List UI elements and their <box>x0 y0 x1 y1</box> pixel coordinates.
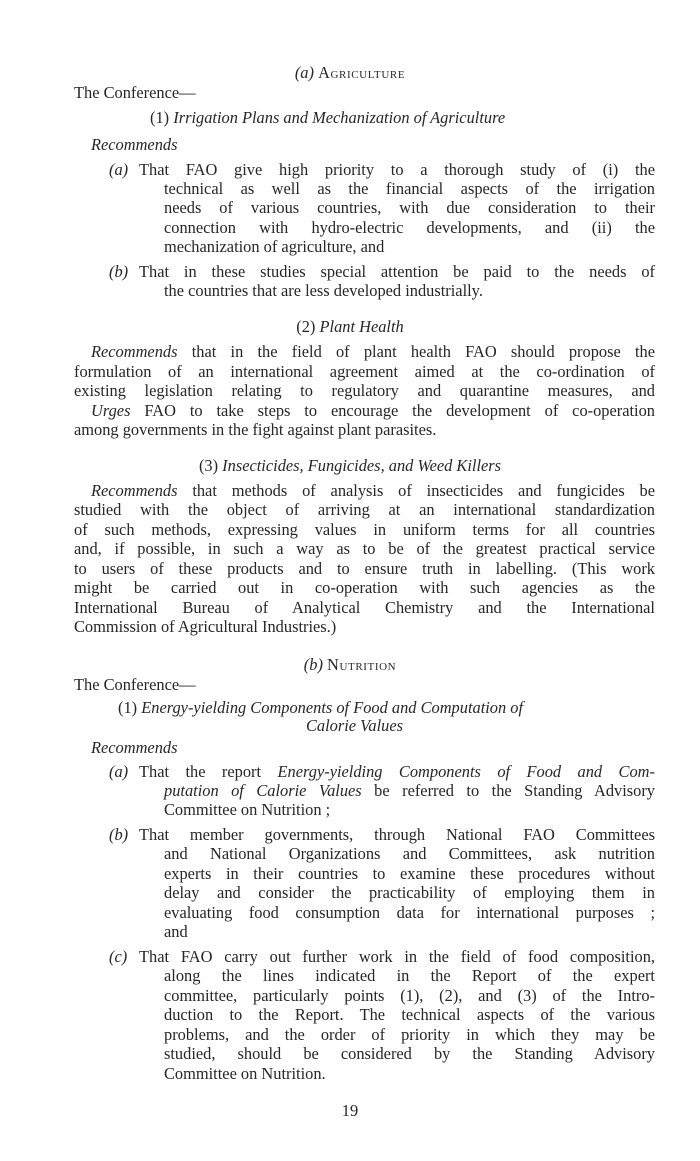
subheading-title: Insecticides, Fungicides, and Weed Killers <box>222 456 502 475</box>
subheading-number: (1) <box>150 108 170 127</box>
paragraph-line: formulation of an international agreement aimed at the co-ordination of <box>74 362 655 381</box>
item-text-line: That FAO give high priority to a thorough study of (i) the <box>139 160 655 179</box>
item-text-line: mechanization of agriculture, and <box>164 237 385 256</box>
report-title: putation of Calorie Values <box>164 781 362 800</box>
section-letter: (a) <box>294 63 314 82</box>
item-text-line: and <box>164 922 188 941</box>
subheading-insecticides <box>0 456 700 475</box>
item-text-line: putation of Calorie Values be referred to the Standing Advisory <box>164 781 656 800</box>
paragraph-line: to users of these products and to ensure truth in labelling. (This work <box>74 559 655 578</box>
subheading-number: (2) <box>296 317 316 336</box>
conference-label: The Conference— <box>74 83 196 102</box>
item-label: (b) <box>109 825 129 844</box>
subheading-irrigation <box>150 108 505 127</box>
paragraph-line: and, if possible, in such a way as to be of the greatest practical service <box>74 539 655 558</box>
conference-label: The Conference— <box>74 675 196 694</box>
item-text-line: committee, particularly points (1), (2), and (3) of the Intro- <box>164 986 655 1005</box>
item-text-line: That in these studies special attention be paid to the needs of <box>139 262 655 281</box>
item-text-line: Committee on Nutrition. <box>164 1064 326 1083</box>
item-text-line: duction to the Report. The technical aspects of the various <box>164 1005 655 1024</box>
section-letter: (b) <box>303 655 323 674</box>
item-label: (a) <box>109 160 129 179</box>
paragraph-line: studied with the object of arriving at an international standardization <box>74 500 655 519</box>
item-label: (c) <box>109 947 128 966</box>
paragraph-lead: Recommends <box>91 481 178 500</box>
item-text-line: needs of various countries, with due consideration to their <box>164 198 655 217</box>
item-text-line: That the report Energy-yielding Components of Food and Com- <box>139 762 655 781</box>
subheading-number: (1) <box>118 698 138 717</box>
paragraph-line: Recommends that methods of analysis of insecticides and fungicides be <box>91 481 655 500</box>
paragraph-lead: Recommends <box>91 342 178 361</box>
paragraph-lead: Urges <box>91 401 131 420</box>
report-title: Energy-yielding Components of Food and Com- <box>277 762 655 781</box>
paragraph-line: Urges FAO to take steps to encourage the development of co-operation <box>91 401 655 420</box>
item-text-line: That FAO carry out further work in the field of food composition, <box>139 947 655 966</box>
recommends-label: Recommends <box>91 135 178 154</box>
item-text-line: delay and consider the practicability of employing them in <box>164 883 655 902</box>
item-text-line: Committee on Nutrition ; <box>164 800 331 819</box>
subheading-number: (3) <box>198 456 219 475</box>
subheading-energy <box>118 698 523 717</box>
item-text-line: That member governments, through National FAO Committees <box>139 825 655 844</box>
paragraph-line: might be carried out in co-operation with such agencies as the <box>74 578 655 597</box>
paragraph-line: International Bureau of Analytical Chemistry and the International <box>74 598 655 617</box>
section-title: Nutrition <box>327 655 397 674</box>
item-text-line: and National Organizations and Committees, ask nutrition <box>164 844 655 863</box>
paragraph-line: existing legislation relating to regulatory and quarantine measures, and <box>74 381 655 400</box>
subheading-title-line2: Calorie Values <box>306 716 403 735</box>
item-label: (a) <box>109 762 129 781</box>
paragraph-line: Commission of Agricultural Industries.) <box>74 617 337 636</box>
item-text-line: technical as well as the financial aspects of the irrigation <box>164 179 655 198</box>
subheading-title: Plant Health <box>319 317 404 336</box>
paragraph-line: of such methods, expressing values in uniform terms for all countries <box>74 520 655 539</box>
item-text-line: experts in their countries to examine these procedures without <box>164 864 655 883</box>
item-text-line: evaluating food consumption data for international purposes ; <box>164 903 655 922</box>
subheading-plant-health <box>0 317 700 336</box>
item-text-line: problems, and the order of priority in which they may be <box>164 1025 655 1044</box>
section-heading-agriculture <box>0 63 700 82</box>
recommends-label: Recommends <box>91 738 178 757</box>
item-text-line: the countries that are less developed industrially. <box>164 281 483 300</box>
section-title: Agriculture <box>318 63 406 82</box>
section-heading-nutrition <box>0 655 700 674</box>
item-text-line: studied, should be considered by the Standing Advisory <box>164 1044 655 1063</box>
paragraph-line: among governments in the fight against plant parasites. <box>74 420 437 439</box>
subheading-title: Irrigation Plans and Mechanization of Agriculture <box>173 108 506 127</box>
subheading-title: Energy-yielding Components of Food and Computation of <box>141 698 524 717</box>
paragraph-line: Recommends that in the field of plant health FAO should propose the <box>91 342 655 361</box>
item-text-line: connection with hydro-electric developments, and (ii) the <box>164 218 655 237</box>
item-text-line: along the lines indicated in the Report of the expert <box>164 966 655 985</box>
page-number: 19 <box>341 1101 359 1120</box>
item-label: (b) <box>109 262 129 281</box>
